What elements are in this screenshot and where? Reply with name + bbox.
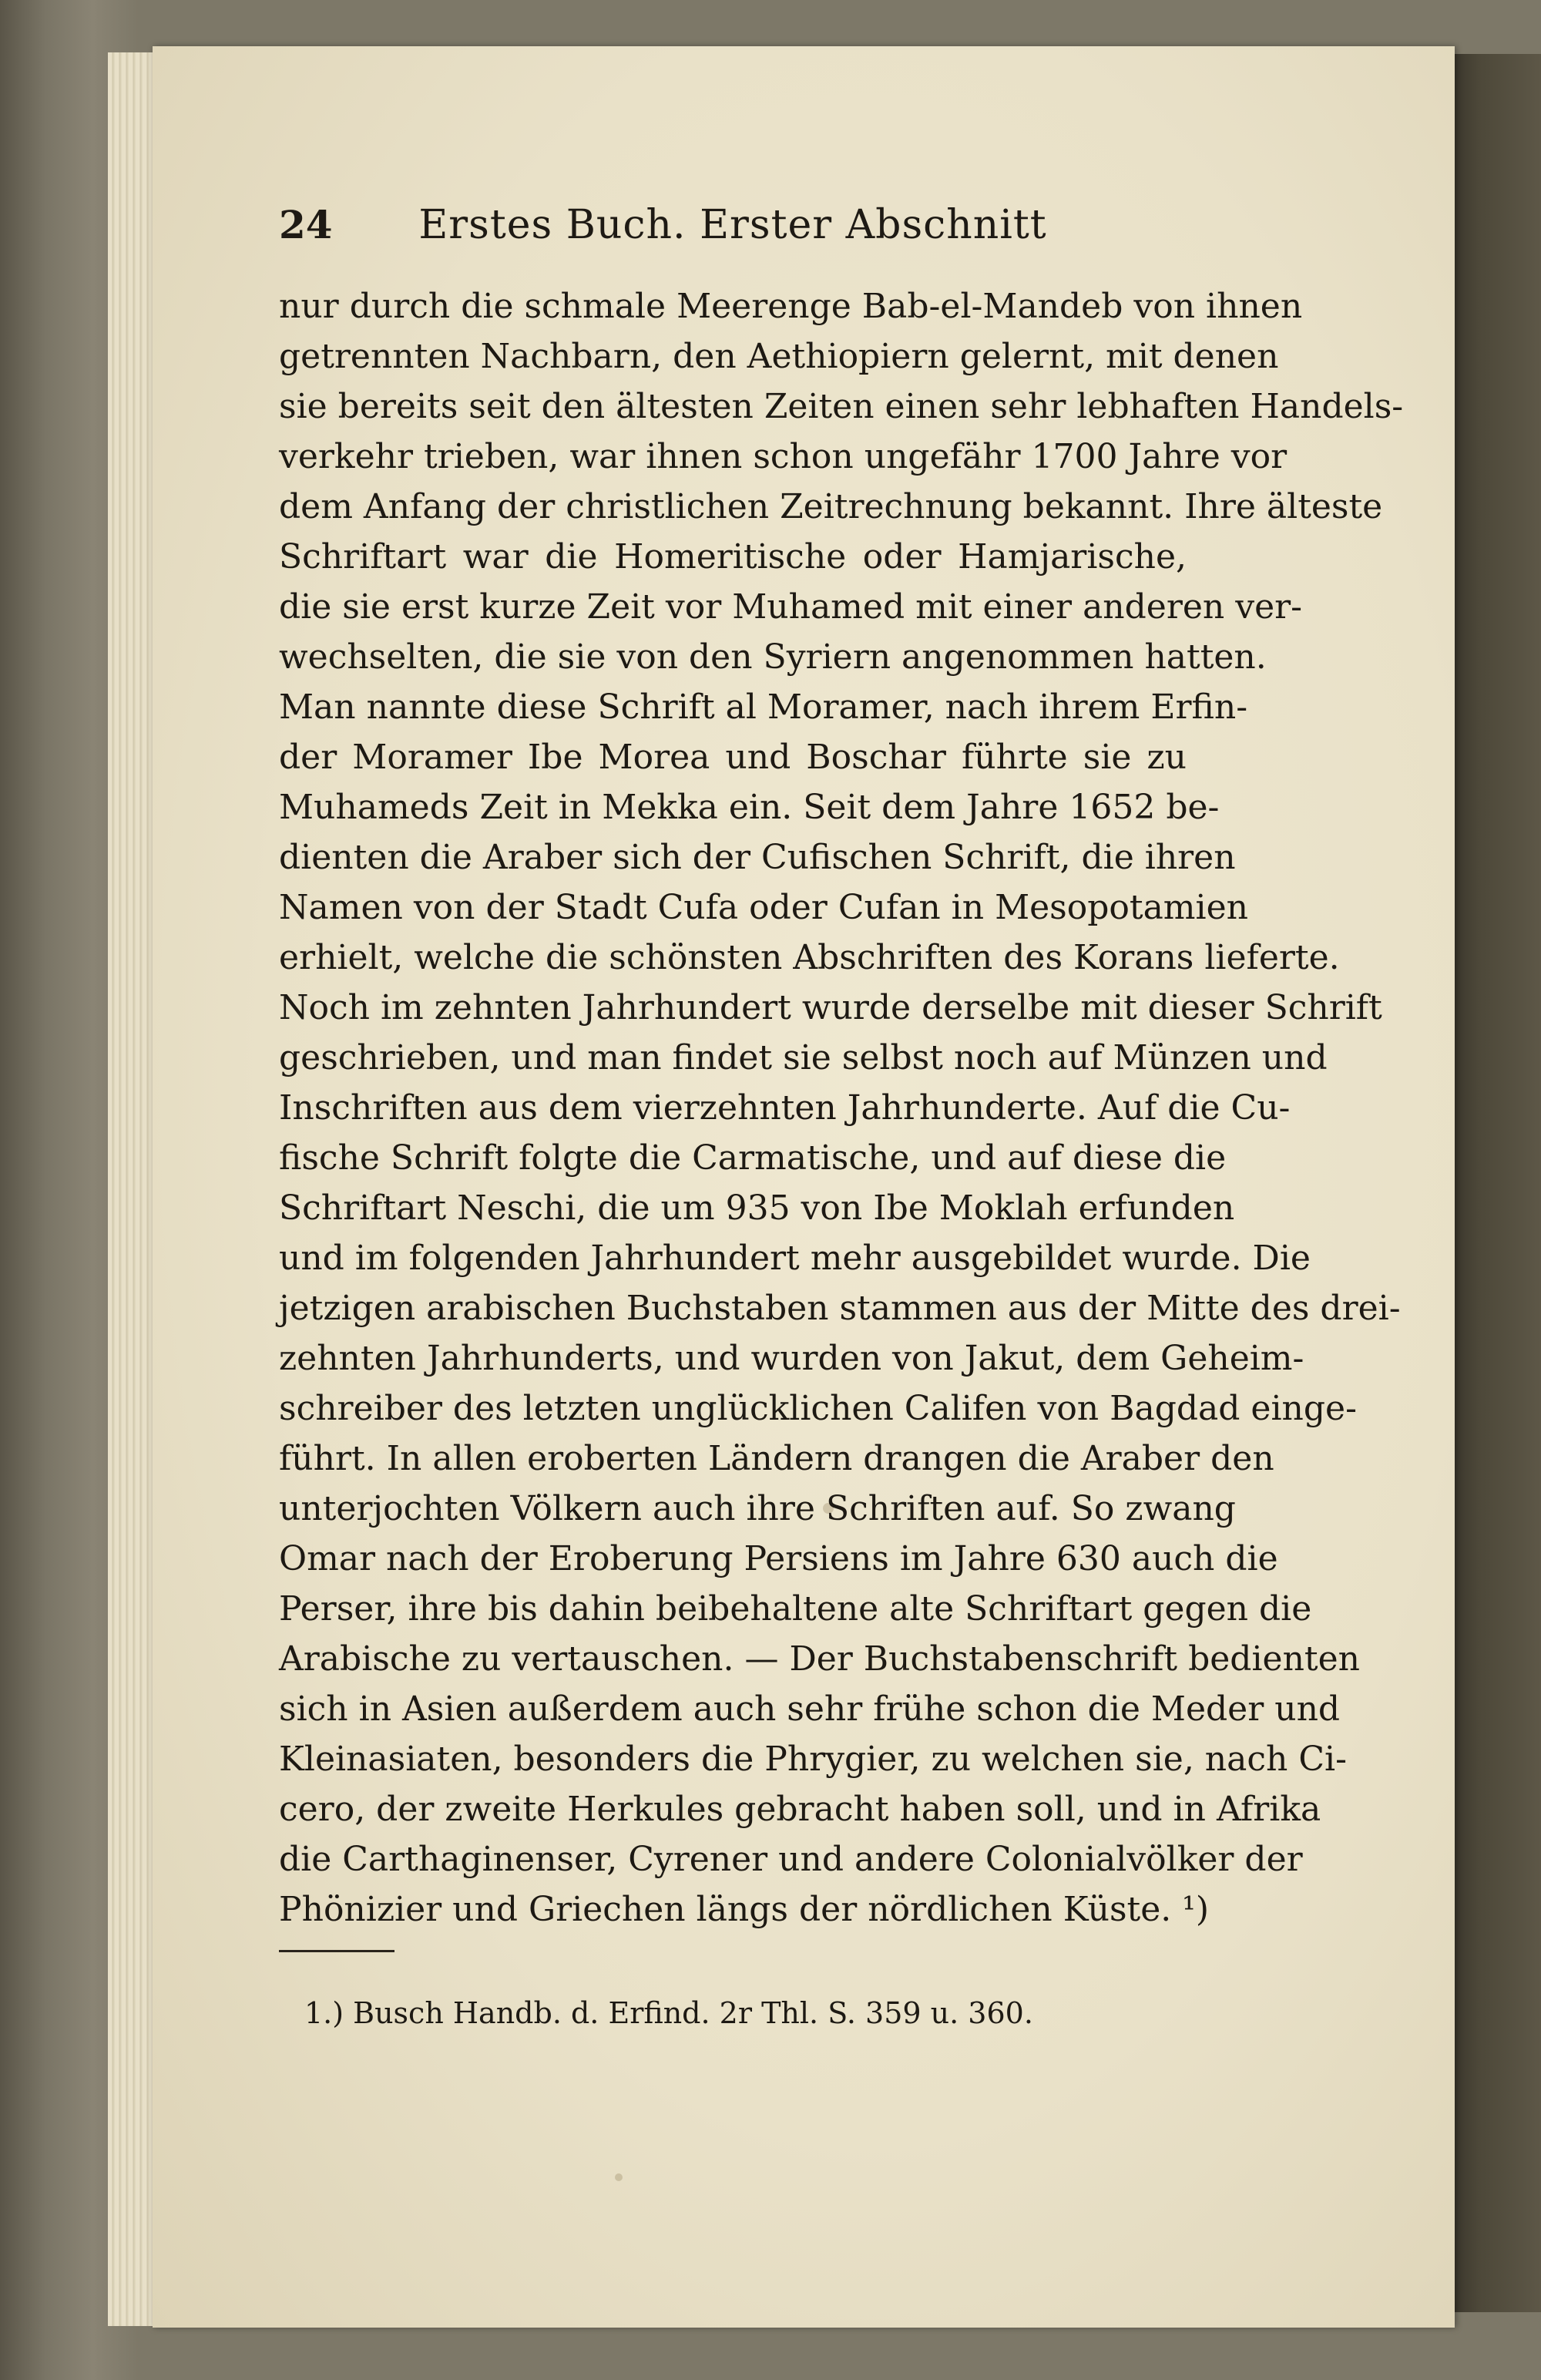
text-line: Schriftart war die Homeritische oder Hamjarische,	[279, 537, 1187, 577]
text-line: Kleinasiaten, besonders die Phrygier, zu welchen sie, nach Ci-	[279, 1740, 1347, 1779]
text-line: dem Anfang der christlichen Zeitrechnung bekannt. Ihre älteste	[279, 487, 1383, 526]
text-line: sie bereits seit den ältesten Zeiten einen sehr lebhaften Handels-	[279, 387, 1404, 426]
text-line: Perser, ihre bis dahin beibehaltene alte Schriftart gegen die	[279, 1589, 1312, 1629]
text-line: geschrieben, und man findet sie selbst noch auf Münzen und	[279, 1038, 1328, 1077]
text-line: Phönizier und Griechen längs der nördlichen Küste. ¹)	[279, 1890, 1210, 1929]
text-line: Man nannte diese Schrift al Moramer, nach ihrem Erfin-	[279, 687, 1248, 727]
text-line: Arabische zu vertauschen. — Der Buchstabenschrift bedienten	[279, 1639, 1360, 1679]
text-line: jetzigen arabischen Buchstaben stammen aus der Mitte des drei-	[279, 1289, 1401, 1328]
page-number: 24	[279, 202, 333, 247]
footnote-rule	[279, 1950, 394, 1952]
text-line: Omar nach der Eroberung Persiens im Jahre 630 auch die	[279, 1539, 1278, 1578]
page-header	[279, 202, 1187, 264]
text-line: Muhameds Zeit in Mekka ein. Seit dem Jahre 1652 be-	[279, 788, 1220, 827]
text-line: dienten die Araber sich der Cufischen Schrift, die ihren	[279, 838, 1236, 877]
text-line: die Carthaginenser, Cyrener und andere Colonialvölker der	[279, 1840, 1303, 1879]
text-line: zehnten Jahrhunderts, und wurden von Jakut, dem Geheim-	[279, 1339, 1304, 1378]
body-text	[279, 281, 1404, 1935]
text-line: Noch im zehnten Jahrhundert wurde derselbe mit dieser Schrift	[279, 988, 1382, 1027]
text-line: schreiber des letzten unglücklichen Califen von Bagdad einge-	[279, 1389, 1357, 1428]
text-line: Inschriften aus dem vierzehnten Jahrhunderte. Auf die Cu-	[279, 1088, 1291, 1128]
text-line: cero, der zweite Herkules gebracht haben soll, und in Afrika	[279, 1790, 1321, 1829]
running-head: Erstes Buch. Erster Abschnitt	[418, 202, 1047, 248]
text-line: Namen von der Stadt Cufa oder Cufan in Mesopotamien	[279, 888, 1248, 927]
text-line: wechselten, die sie von den Syriern angenommen hatten.	[279, 637, 1267, 677]
text-line: getrennten Nachbarn, den Aethiopiern gelernt, mit denen	[279, 337, 1279, 376]
text-line: unterjochten Völkern auch ihre Schriften auf. So zwang	[279, 1489, 1236, 1528]
footnote: 1.) Busch Handb. d. Erfind. 2r Thl. S. 359 u. 360.	[304, 1996, 1033, 2030]
text-line: der Moramer Ibe Morea und Boschar führte sie zu	[279, 738, 1187, 777]
text-line: erhielt, welche die schönsten Abschriften des Korans lieferte.	[279, 938, 1340, 977]
text-line: die sie erst kurze Zeit vor Muhamed mit einer anderen ver-	[279, 587, 1303, 627]
book-cover-edge	[1452, 54, 1541, 2312]
text-line: fische Schrift folgte die Carmatische, und auf diese die	[279, 1138, 1227, 1178]
text-line: führt. In allen eroberten Ländern drangen die Araber den	[279, 1439, 1274, 1478]
text-line: verkehr trieben, war ihnen schon ungefähr 1700 Jahre vor	[279, 437, 1288, 476]
text-line: sich in Asien außerdem auch sehr frühe schon die Meder und	[279, 1689, 1341, 1729]
text-line: nur durch die schmale Meerenge Bab-el-Mandeb von ihnen	[279, 287, 1303, 326]
text-line: und im folgenden Jahrhundert mehr ausgebildet wurde. Die	[279, 1239, 1311, 1278]
text-line: Schriftart Neschi, die um 935 von Ibe Moklah erfunden	[279, 1188, 1235, 1228]
paper-blemish	[615, 2173, 623, 2181]
